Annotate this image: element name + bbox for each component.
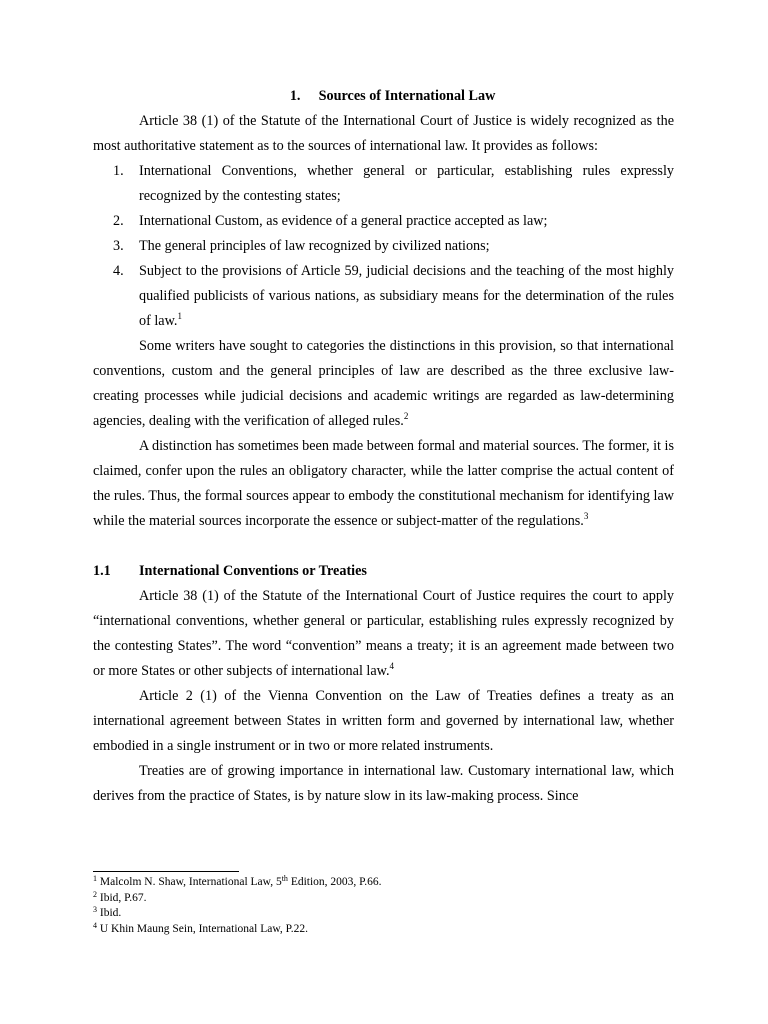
paragraph: [93, 334, 674, 434]
list-item-text: International Conventions, whether general or particular, establishing rules expressly recognized by the contesting states;: [139, 163, 674, 204]
paragraph-text: A distinction has sometimes been made between formal and material sources. The former, it is claimed, confer upon the rules an obligatory character, while the latter comprise the actual content of the rules. Thus, the formal sources appear to embody the constitutional mechanism for identifying law while the material sources incorporate the essence or subject-matter of the regulations.: [93, 438, 674, 529]
footnote-separator: [93, 871, 239, 872]
footnote-number: 2: [93, 889, 97, 899]
list-item: [93, 234, 674, 259]
footnote: [93, 875, 674, 891]
paragraph: [93, 434, 674, 534]
section-title: Sources of International Law: [318, 88, 496, 104]
section-heading: [93, 84, 674, 109]
footnote-ref[interactable]: 2: [403, 411, 409, 421]
list-item: [93, 259, 674, 334]
footnote-text: Malcolm N. Shaw, International Law, 5: [99, 876, 282, 888]
footnote: [93, 906, 674, 922]
list-item-number: 3.: [113, 238, 124, 254]
footnote-text-tail: Edition, 2003, P.66.: [287, 876, 382, 888]
footnote-text: Ibid.: [99, 907, 122, 919]
subsection-number: 1.1: [93, 563, 111, 579]
footnote-ref[interactable]: 4: [389, 661, 395, 671]
section-number: 1.: [289, 88, 301, 104]
paragraph-text: Article 38 (1) of the Statute of the International Court of Justice requires the court to apply “international conventions, whether general or particular, establishing rules expressly recognized by the contesting States”. The word “convention” means a treaty; it is an agreement made between two or more States or other subjects of international law.: [93, 588, 674, 679]
footnote: [93, 891, 674, 907]
document-body: [93, 84, 674, 809]
footnote-text: Ibid, P.67.: [99, 891, 147, 904]
footnotes: [93, 871, 674, 937]
paragraph: Treaties are of growing importance in international law. Customary international law, which derives from the practice of States, is by nature slow in its law-making process. Since: [93, 763, 674, 804]
list-item-number: 1.: [113, 163, 124, 179]
footnote-ref[interactable]: 3: [583, 511, 589, 521]
footnote-number: 3: [93, 905, 97, 914]
sources-list: [93, 159, 674, 334]
paragraph-text: Some writers have sought to categories the distinctions in this provision, so that international conventions, custom and the general principles of law are described as the three exclusive law-creating processes while judicial decisions and academic writings are regarded as law-determining agencies, dealing with the verification of alleged rules.: [93, 338, 674, 429]
list-item: [93, 159, 674, 209]
footnote: [93, 922, 674, 938]
subsection-title: International Conventions or Treaties: [139, 563, 367, 579]
paragraph: [93, 584, 674, 684]
subsection-heading: [93, 559, 674, 584]
footnote-ref[interactable]: 1: [177, 311, 182, 321]
list-item-number: 4.: [113, 263, 124, 279]
intro-paragraph: Article 38 (1) of the Statute of the International Court of Justice is widely recognized as the most authoritative statement as to the sources of international law. It provides as follows:: [93, 113, 674, 154]
list-item-text: Subject to the provisions of Article 59, judicial decisions and the teaching of the most highly qualified publicists of various nations, as subsidiary means for the determination of the rules of law.: [139, 263, 674, 329]
list-item-text: International Custom, as evidence of a general practice accepted as law;: [139, 213, 548, 229]
paragraph: Article 2 (1) of the Vienna Convention on the Law of Treaties defines a treaty as an international agreement between States in written form and governed by international law, whether embodied in a single instrument or in two or more related instruments.: [93, 688, 674, 754]
list-item: [93, 209, 674, 234]
footnote-number: 1: [93, 874, 97, 883]
list-item-text: The general principles of law recognized by civilized nations;: [139, 238, 490, 254]
footnote-text: U Khin Maung Sein, International Law, P.22.: [99, 922, 309, 935]
footnote-superscript: th: [281, 874, 288, 883]
list-item-number: 2.: [113, 213, 124, 229]
footnote-number: 4: [93, 920, 97, 930]
